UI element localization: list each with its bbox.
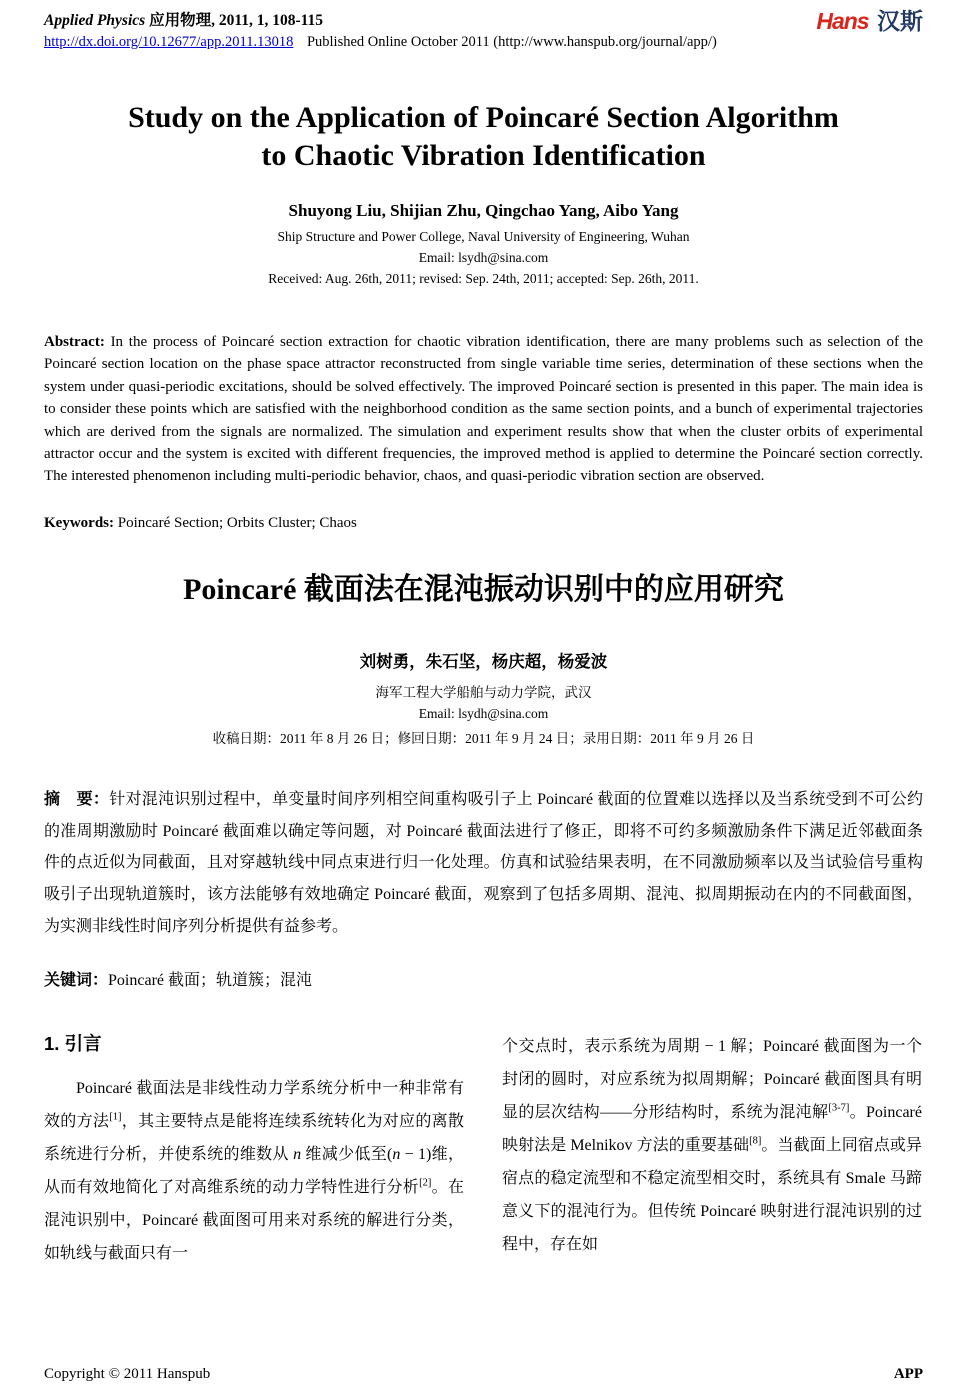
submission-dates-chinese: 收稿日期：2011 年 8 月 26 日；修回日期：2011 年 9 月 24 日；录用日期：2011 年 9 月 26 日 <box>212 730 755 746</box>
two-column-body <box>44 1030 923 1270</box>
journal-header-text <box>44 8 717 51</box>
copyright-text: Copyright © 2011 Hanspub <box>44 1366 211 1382</box>
section-1-heading: 1. 引言 <box>44 1032 102 1054</box>
abstract-label-chinese: 摘 要： <box>44 790 110 808</box>
doi-link[interactable]: http://dx.doi.org/10.12677/app.2011.13018 <box>44 34 294 50</box>
journal-citation-rest: 应用物理, 2011, 1, 108-115 <box>145 12 324 29</box>
intro-paragraph-right: 个交点时，表示系统为周期 − 1 解；Poincaré 截面图为一个封闭的圆时，对应系统为拟周期解；Poincaré 截面图具有明显的层次结构——分形结构时，系统为混沌解[3-7]。Poincaré 映射法是 Melnikov 方法的重要基础[8]。当截面上同宿点或异宿点的稳定流型和不稳定流型相交时，系统具有 Smale 马蹄意义下的混沌行为。但传统 Poincaré 映射进行混沌识别的过程中，存在如 <box>502 1037 922 1253</box>
keywords-text-english: Poincaré Section; Orbits Cluster; Chaos <box>114 514 357 531</box>
hans-logo-chinese: 汉斯 <box>877 8 923 34</box>
abstract-english <box>44 331 923 488</box>
keywords-chinese <box>44 967 923 990</box>
affiliation-chinese: 海军工程大学船舶与动力学院，武汉 <box>375 684 592 700</box>
abstract-text-english: In the process of Poincaré section extraction for chaotic vibration identification, there are many problems such as selection of the Poincaré section location on the phase space attractor reconstructed from single variable time series, determination of these sections when the system under quasi-periodic excitations, should be solved effectively. The improved Poincaré section is presented in this paper. The main idea is to consider these points which are satisfied with the neighborhood condition as the same section points, and a bunch of experimental trajectories which are derived from the signals are normalized. The simulation and experiment results show that when the cluster orbits of experimental attractor occur and the system is excited with different frequencies, the improved method is applied to determine the Poincaré section correctly. The interested phenomenon including multi-periodic behavior, chaos, and quasi-periodic vibration section are observed. <box>44 334 923 485</box>
journal-header <box>44 8 923 51</box>
abstract-text-chinese: 针对混沌识别过程中，单变量时间序列相空间重构吸引子上 Poincaré 截面的位置难以选择以及当系统受到不可公约的准周期激励时 Poincaré 截面难以确定等问题，对 Poincaré 截面法进行了修正，即将不可约多频激励条件下满足近邻截面条件的点近似为同截面，且对穿越轨线中同点束进行归一化处理。仿真和试验结果表明，在不同激励频率以及当试验信号重构吸引子出现轨道簇时，该方法能够有效地确定 Poincaré 截面，观察到了包括多周期、混沌、拟周期振动在内的不同截面图，为实测非线性时间序列分析提供有益参考。 <box>44 790 923 936</box>
abstract-label-english: Abstract: <box>44 334 105 350</box>
email-english: Email: lsydh@sina.com <box>418 250 549 265</box>
received-dates-english: Received: Aug. 26th, 2011; revised: Sep. 24th, 2011; accepted: Sep. 26th, 2011. <box>268 271 699 286</box>
page-footer <box>44 1366 923 1383</box>
authors-chinese: 刘树勇，朱石坚，杨庆超，杨爱波 <box>359 651 608 671</box>
paper-title-english <box>44 99 923 175</box>
right-column <box>502 1030 922 1270</box>
published-online-text: Published Online October 2011 (http://www.hanspub.org/journal/app/) <box>306 34 717 50</box>
intro-paragraph-left: Poincaré 截面法是非线性动力学系统分析中一种非常有效的方法[1]，其主要特点是能将连续系统转化为对应的离散系统进行分析，并使系统的维数从 n 维减少低至(n − 1)维，从而有效地简化了对高维系统的动力学特性进行分析[2]。在混沌识别中，Poincaré 截面图可用来对系统的解进行分类，如轨线与截面只有一 <box>44 1079 464 1262</box>
paper-title-line2: to Chaotic Vibration Identification <box>261 139 706 172</box>
email-chinese: Email: lsydh@sina.com <box>418 705 549 721</box>
hans-publisher-logo <box>816 10 923 33</box>
paper-title-chinese: Poincaré 截面法在混沌振动识别中的应用研究 <box>183 572 784 606</box>
paper-title-line1: Study on the Application of Poincaré Section Algorithm <box>128 101 839 134</box>
doi-line <box>44 34 717 51</box>
journal-citation-line <box>44 8 717 30</box>
keywords-label-english: Keywords: <box>44 514 114 531</box>
journal-abbreviation: APP <box>893 1366 923 1382</box>
left-column <box>44 1030 464 1270</box>
affiliation-english: Ship Structure and Power College, Naval University of Engineering, Wuhan <box>277 229 690 244</box>
journal-title: Applied Physics <box>44 12 146 29</box>
authors-english: Shuyong Liu, Shijian Zhu, Qingchao Yang, Aibo Yang <box>288 201 679 220</box>
keywords-english <box>44 515 923 532</box>
hans-logo-latin: Hans <box>816 8 869 34</box>
keywords-text-chinese: Poincaré 截面；轨道簇；混沌 <box>108 971 312 989</box>
abstract-chinese <box>44 784 923 943</box>
keywords-label-chinese: 关键词： <box>44 971 109 989</box>
